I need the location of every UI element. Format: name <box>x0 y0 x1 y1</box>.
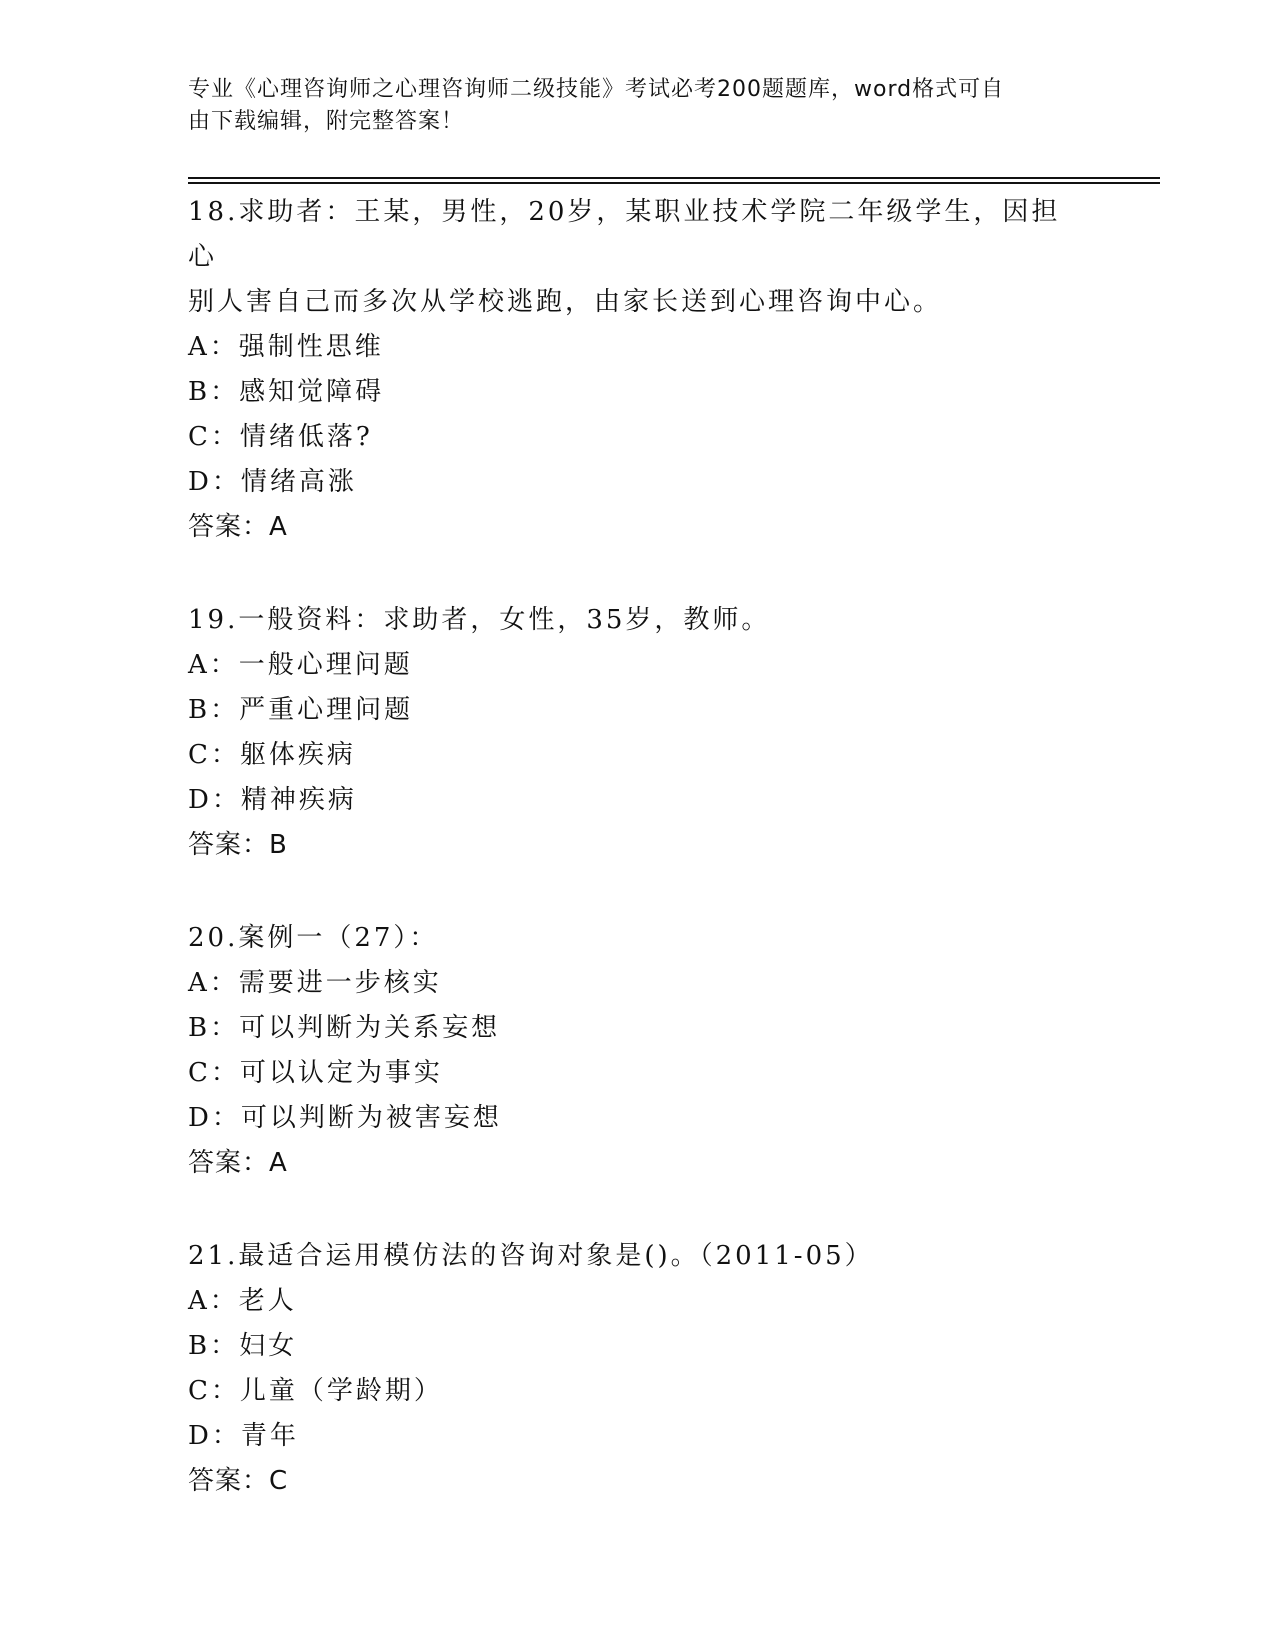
option-a: A：一般心理问题 <box>188 650 413 680</box>
option-d: D：精神疾病 <box>188 785 357 815</box>
answer-line: 答案：B <box>188 830 288 860</box>
document-header <box>188 74 1068 138</box>
header-line-1: 专业《心理咨询师之心理咨询师二级技能》考试必考200题题库，word格式可自 <box>188 77 1005 102</box>
option-d: D：情绪高涨 <box>188 467 357 497</box>
question-21 <box>188 1234 1088 1504</box>
option-c: C：躯体疾病 <box>188 740 356 770</box>
question-18 <box>188 190 1088 550</box>
option-b: B：感知觉障碍 <box>188 377 385 407</box>
question-19 <box>188 598 1088 868</box>
answer-line: 答案：A <box>188 512 288 542</box>
header-divider-top <box>188 177 1160 179</box>
option-d: D：青年 <box>188 1421 299 1451</box>
option-c: C：可以认定为事实 <box>188 1058 443 1088</box>
option-b: B：严重心理问题 <box>188 695 414 725</box>
option-c: C：情绪低落? <box>188 422 373 452</box>
header-divider-bottom <box>188 182 1160 184</box>
option-a: A：老人 <box>188 1286 297 1316</box>
question-stem-line-1: 19.一般资料：求助者，女性，35岁，教师。 <box>188 605 771 635</box>
question-stem-line-2: 别人害自己而多次从学校逃跑，由家长送到心理咨询中心。 <box>188 287 943 317</box>
question-20 <box>188 916 1088 1186</box>
option-c: C：儿童（学龄期） <box>188 1376 443 1406</box>
question-stem-line-1: 21.最适合运用模仿法的咨询对象是()。（2011-05） <box>188 1241 874 1271</box>
answer-line: 答案：A <box>188 1148 288 1178</box>
header-line-2: 由下载编辑，附完整答案！ <box>188 109 465 134</box>
question-stem-line-1: 18.求助者：王某，男性，20岁，某职业技术学院二年级学生，因担心 <box>188 197 1061 272</box>
option-a: A：强制性思维 <box>188 332 384 362</box>
option-b: B：妇女 <box>188 1331 298 1361</box>
question-spacer <box>188 550 1088 598</box>
question-stem-line-1: 20.案例一（27）： <box>188 923 439 953</box>
question-list <box>188 190 1088 1504</box>
answer-line: 答案：C <box>188 1466 289 1496</box>
option-d: D：可以判断为被害妄想 <box>188 1103 502 1133</box>
question-spacer <box>188 1186 1088 1234</box>
option-a: A：需要进一步核实 <box>188 968 442 998</box>
question-spacer <box>188 868 1088 916</box>
option-b: B：可以判断为关系妄想 <box>188 1013 501 1043</box>
